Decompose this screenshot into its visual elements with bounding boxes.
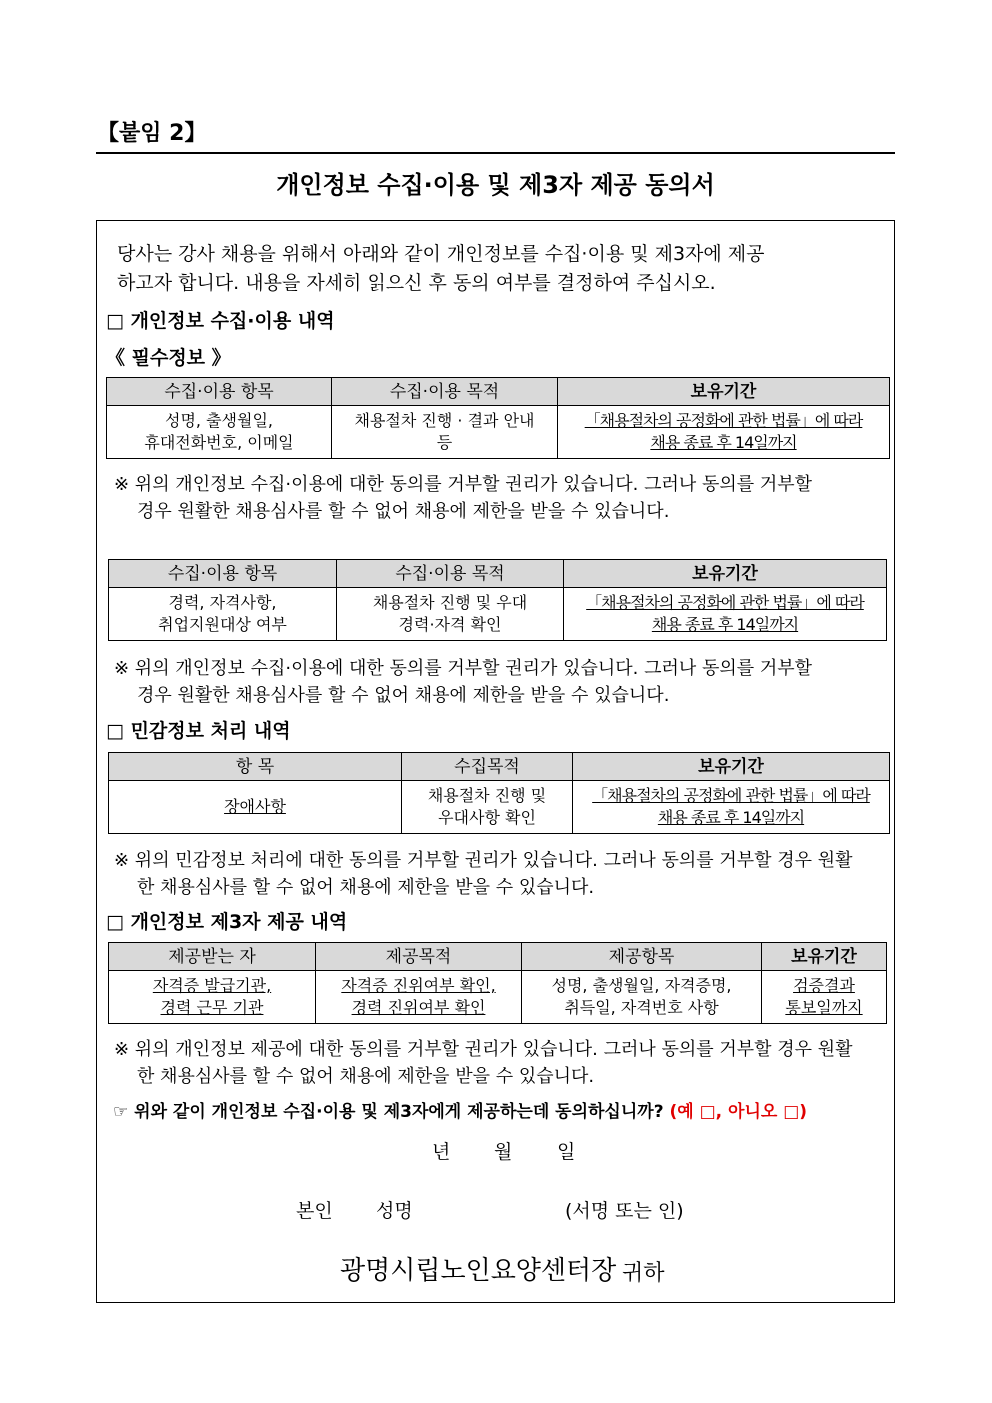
table-cell-purpose	[402, 781, 573, 834]
cell-line: 「채용절차의 공정화에 관한 법률」에 따라	[586, 593, 864, 612]
cell-line: 우대사항 확인	[438, 808, 536, 827]
notice-line: ※ 위의 민감정보 처리에 대한 동의를 거부할 권리가 있습니다. 그러나 동의를 거부할 경우 원활	[114, 850, 853, 871]
notice-line: ※ 위의 개인정보 수집·이용에 대한 동의를 거부할 권리가 있습니다. 그러나 동의를 거부할	[114, 658, 813, 679]
addressee-name: 광명시립노인요양센터장	[340, 1256, 617, 1286]
cell-line: 검증결과	[793, 976, 855, 995]
cell-line: 통보일까지	[785, 998, 863, 1017]
table-cell-items	[522, 971, 762, 1024]
header-rule	[96, 152, 895, 154]
table-header-cell: 보유기간	[558, 378, 890, 406]
cell-line: 채용 종료 후 14일까지	[650, 433, 797, 452]
table-cell-purpose	[332, 406, 558, 459]
sensitive-table	[108, 752, 890, 834]
table-cell-items	[109, 781, 402, 834]
table-cell-items	[109, 588, 337, 641]
table-header-cell: 수집·이용 항목	[107, 378, 332, 406]
intro-line-1: 당사는 강사 채용을 위해서 아래와 같이 개인정보를 수집·이용 및 제3자에 제공	[117, 243, 765, 265]
cell-line: 취업지원대상 여부	[158, 615, 287, 634]
cell-line: 채용절차 진행 및 우대	[372, 593, 528, 612]
signature-sign-label: (서명 또는 인)	[565, 1200, 684, 1222]
cell-line: 채용 종료 후 14일까지	[657, 808, 805, 827]
table-cell-retention	[558, 406, 890, 459]
table-header-cell: 수집·이용 목적	[332, 378, 558, 406]
consent-options: (예 □, 아니오 □)	[669, 1102, 808, 1122]
notice-line: 한 채용심사를 할 수 없어 채용에 제한을 받을 수 있습니다.	[137, 877, 595, 898]
notice-line: 경우 원활한 채용심사를 할 수 없어 채용에 제한을 받을 수 있습니다.	[137, 501, 670, 522]
table-cell-retention	[564, 588, 887, 641]
cell-line: 취득일, 자격번호 사항	[564, 998, 719, 1017]
cell-line: 성명, 출생월일,	[165, 411, 273, 430]
table-cell-retention	[573, 781, 890, 834]
table-cell-purpose	[316, 971, 522, 1024]
table-header-cell: 항 목	[109, 753, 402, 781]
table-header-cell: 보유기간	[564, 560, 887, 588]
table-cell-purpose	[337, 588, 564, 641]
table-row	[107, 406, 890, 459]
cell-line: 자격증 진위여부 확인,	[341, 976, 496, 995]
cell-line: 성명, 출생월일, 자격증명,	[551, 976, 732, 995]
table-row	[109, 971, 887, 1024]
third-party-heading: □ 개인정보 제3자 제공 내역	[106, 911, 348, 933]
table-header-cell: 제공목적	[316, 943, 522, 971]
table-cell-recipient	[109, 971, 316, 1024]
cell-line: 「채용절차의 공정화에 관한 법률」에 따라	[584, 411, 863, 430]
table-header-row	[109, 560, 887, 588]
cell-line: 채용 종료 후 14일까지	[651, 615, 799, 634]
table-header-cell: 보유기간	[762, 943, 887, 971]
notice-line: ※ 위의 개인정보 제공에 대한 동의를 거부할 권리가 있습니다. 그러나 동의를 거부할 경우 원활	[114, 1039, 853, 1060]
signature-self-label: 본인	[296, 1200, 333, 1222]
consent-question: ☞ 위와 같이 개인정보 수집·이용 및 제3자에게 제공하는데 동의하십니까?	[113, 1102, 664, 1122]
date-year-label: 년	[432, 1141, 451, 1163]
table-row	[109, 588, 887, 641]
table-row	[109, 781, 890, 834]
addressee-suffix: 귀하	[622, 1261, 665, 1286]
notice-line: 경우 원활한 채용심사를 할 수 없어 채용에 제한을 받을 수 있습니다.	[137, 685, 670, 706]
table-header-cell: 제공항목	[522, 943, 762, 971]
cell-line: 휴대전화번호, 이메일	[144, 433, 294, 452]
attachment-label: 【붙임 2】	[97, 121, 207, 146]
date-day-label: 일	[557, 1141, 576, 1163]
table-header-row	[109, 943, 887, 971]
table-header-cell: 보유기간	[573, 753, 890, 781]
sensitive-heading: □ 민감정보 처리 내역	[106, 720, 291, 742]
signature-name-label: 성명	[376, 1200, 413, 1222]
cell-line: 장애사항	[224, 797, 286, 816]
table-header-row	[109, 753, 890, 781]
cell-line: 등	[436, 433, 453, 452]
intro-line-2: 하고자 합니다. 내용을 자세히 읽으신 후 동의 여부를 결정하여 주십시오.	[117, 272, 716, 294]
table-cell-items	[107, 406, 332, 459]
table-header-cell: 수집·이용 목적	[337, 560, 564, 588]
table-header-cell: 제공받는 자	[109, 943, 316, 971]
cell-line: 「채용절차의 공정화에 관한 법률」에 따라	[592, 786, 870, 805]
consent-question-line	[113, 1097, 807, 1122]
table-cell-retention	[762, 971, 887, 1024]
collection-table-1	[106, 377, 890, 459]
collection-heading: □ 개인정보 수집·이용 내역	[106, 310, 335, 332]
required-info-subheading: 《 필수정보 》	[106, 347, 231, 369]
collection-table-2	[108, 559, 887, 641]
cell-line: 경력·자격 확인	[398, 615, 502, 634]
cell-line: 채용절차 진행 및	[427, 786, 547, 805]
table-header-cell: 수집·이용 항목	[109, 560, 337, 588]
table-header-row	[107, 378, 890, 406]
document-title: 개인정보 수집·이용 및 제3자 제공 동의서	[276, 171, 715, 199]
date-month-label: 월	[494, 1141, 513, 1163]
table-header-cell: 수집목적	[402, 753, 573, 781]
notice-line: ※ 위의 개인정보 수집·이용에 대한 동의를 거부할 권리가 있습니다. 그러나 동의를 거부할	[114, 474, 813, 495]
cell-line: 경력, 자격사항,	[168, 593, 277, 612]
cell-line: 경력 근무 기관	[160, 998, 264, 1017]
third-party-table	[108, 942, 887, 1024]
cell-line: 경력 진위여부 확인	[351, 998, 486, 1017]
cell-line: 채용절차 진행 · 결과 안내	[354, 411, 535, 430]
notice-line: 한 채용심사를 할 수 없어 채용에 제한을 받을 수 있습니다.	[137, 1066, 595, 1087]
cell-line: 자격증 발급기관,	[152, 976, 272, 995]
